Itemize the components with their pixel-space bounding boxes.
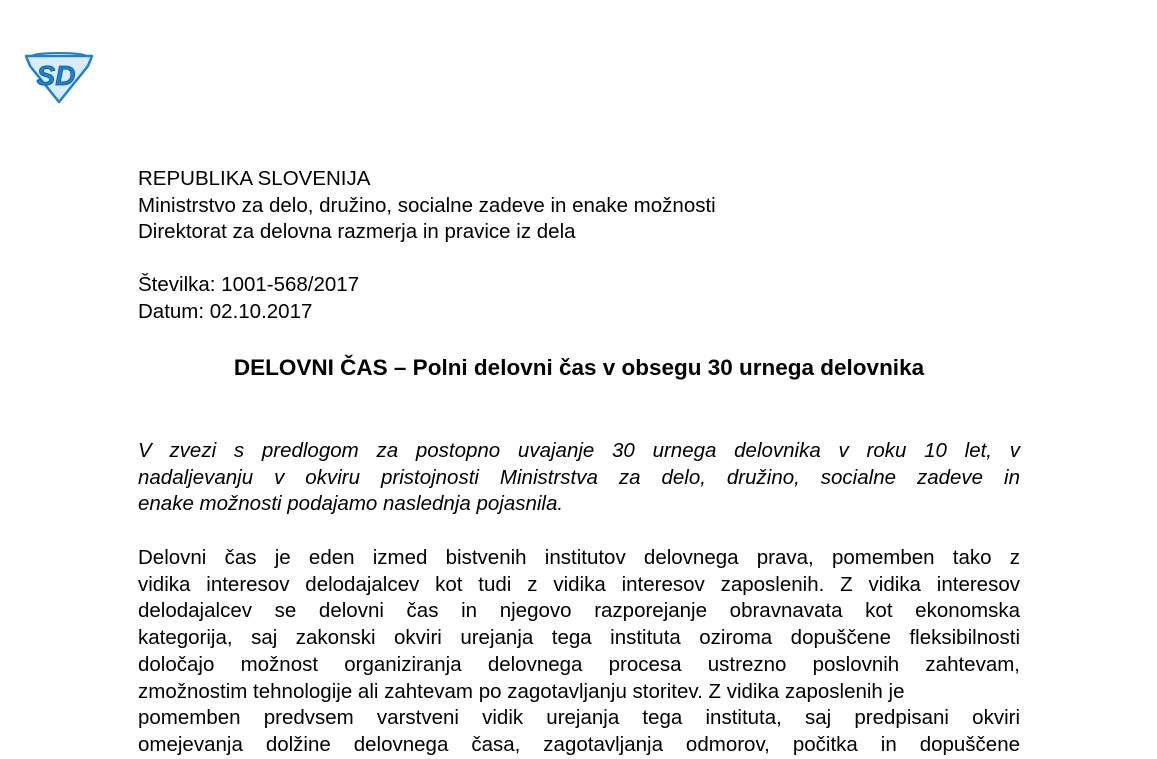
header-block — [138, 166, 1020, 246]
body-line: kategorija, saj zakonski okviri urejanja tega instituta oziroma dopuščene fleksibilnosti — [138, 626, 1020, 650]
document-number: Številka: 1001-568/2017 — [138, 273, 360, 296]
intro-line: enake možnosti podajamo naslednja pojasnila. — [138, 492, 564, 516]
logo-text: SD — [36, 60, 76, 91]
document-date: Datum: 02.10.2017 — [138, 299, 313, 323]
body-line: vidika interesov delodajalcev kot tudi z vidika interesov zaposlenih. Z vidika interesov — [138, 572, 1020, 596]
body-line: zmožnostim tehnologije ali zahtevam po zagotavljanju storitev. Z vidika zaposlenih je — [138, 679, 905, 703]
intro-paragraph — [138, 438, 1020, 518]
intro-line: V zvezi s predlogom za postopno uvajanje 30 urnega delovnika v roku 10 let, v — [138, 439, 1020, 462]
body-line: omejevanja dolžine delovnega časa, zagotavljanja odmorov, počitka in dopuščene — [138, 732, 1020, 756]
header-directorate: Direktorat za delovna razmerja in pravice iz dela — [138, 220, 576, 243]
header-ministry: Ministrstvo za delo, družino, socialne zadeve in enake možnosti — [138, 193, 716, 217]
header-republic: REPUBLIKA SLOVENIJA — [138, 167, 371, 190]
intro-line: nadaljevanju v okviru pristojnosti Ministrstva za delo, družino, socialne zadeve in — [138, 465, 1020, 489]
body-line: delodajalcev se delovni čas in njegovo razporejanje obravnavata kot ekonomska — [138, 599, 1020, 623]
shield-sd-logo-icon — [22, 50, 96, 104]
body-line: Delovni čas je eden izmed bistvenih institutov delovnega prava, pomemben tako z — [138, 546, 1020, 569]
body-line: določajo možnost organiziranja delovnega procesa ustrezno poslovnih zahtevam, — [138, 652, 1020, 676]
body-line: pomemben predvsem varstveni vidik urejanja tega instituta, saj predpisani okviri — [138, 706, 1020, 730]
document-title: DELOVNI ČAS – Polni delovni čas v obsegu 30 urnega delovnika — [233, 355, 925, 380]
body-paragraph — [138, 545, 1020, 759]
meta-block — [138, 272, 1020, 325]
